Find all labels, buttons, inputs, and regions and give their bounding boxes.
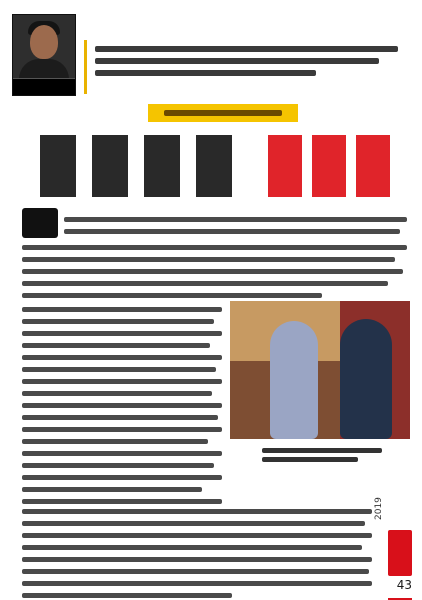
body-line (22, 415, 218, 420)
body-line (22, 557, 372, 562)
body-line (22, 533, 372, 538)
intro-line (95, 58, 379, 64)
body-line (22, 487, 202, 492)
body-line (22, 569, 369, 574)
intro-line (95, 46, 398, 52)
body-line (22, 367, 216, 372)
drop-cap (22, 208, 58, 238)
caption-line (262, 448, 382, 453)
magazine-logo (388, 530, 412, 576)
portrait-shoulders (19, 59, 69, 79)
photo-person-left (270, 321, 318, 439)
headline (40, 135, 390, 197)
body-line (22, 307, 222, 312)
body-line (22, 379, 222, 384)
body-line (22, 475, 222, 480)
body-line (22, 521, 365, 526)
body-line (22, 593, 232, 598)
body-line (22, 545, 362, 550)
intro-line (95, 70, 316, 76)
body-line (22, 281, 388, 286)
intro-blurb (84, 40, 403, 94)
photo-person-right (340, 319, 392, 439)
body-line (22, 427, 222, 432)
body-line (22, 269, 403, 274)
body-line (22, 509, 372, 514)
body-line (22, 463, 214, 468)
author-portrait (12, 14, 76, 96)
caption-line (262, 457, 358, 462)
body-line (22, 451, 222, 456)
body-line (22, 403, 222, 408)
body-block-4 (22, 502, 372, 598)
page-number: 43 (396, 578, 412, 592)
body-line (64, 217, 407, 222)
body-block-2 (22, 238, 407, 298)
body-line (22, 391, 212, 396)
body-line (22, 581, 372, 586)
body-line (22, 293, 322, 298)
byline-bar (148, 104, 298, 122)
body-line (22, 331, 222, 336)
body-block-1 (64, 210, 407, 234)
body-line (22, 355, 222, 360)
body-line (22, 245, 407, 250)
body-line (22, 319, 214, 324)
body-line (22, 257, 395, 262)
body-line (64, 229, 400, 234)
body-line (22, 439, 208, 444)
headline-word-red (268, 135, 390, 197)
portrait-face (30, 25, 58, 59)
body-line (22, 343, 210, 348)
author-tag (13, 78, 75, 95)
headline-word-black (40, 135, 248, 197)
issue-date: 2019 (374, 497, 384, 520)
article-photo (230, 301, 410, 439)
byline-text-mark (164, 110, 282, 116)
body-block-3 (22, 300, 222, 504)
photo-caption (262, 444, 382, 466)
